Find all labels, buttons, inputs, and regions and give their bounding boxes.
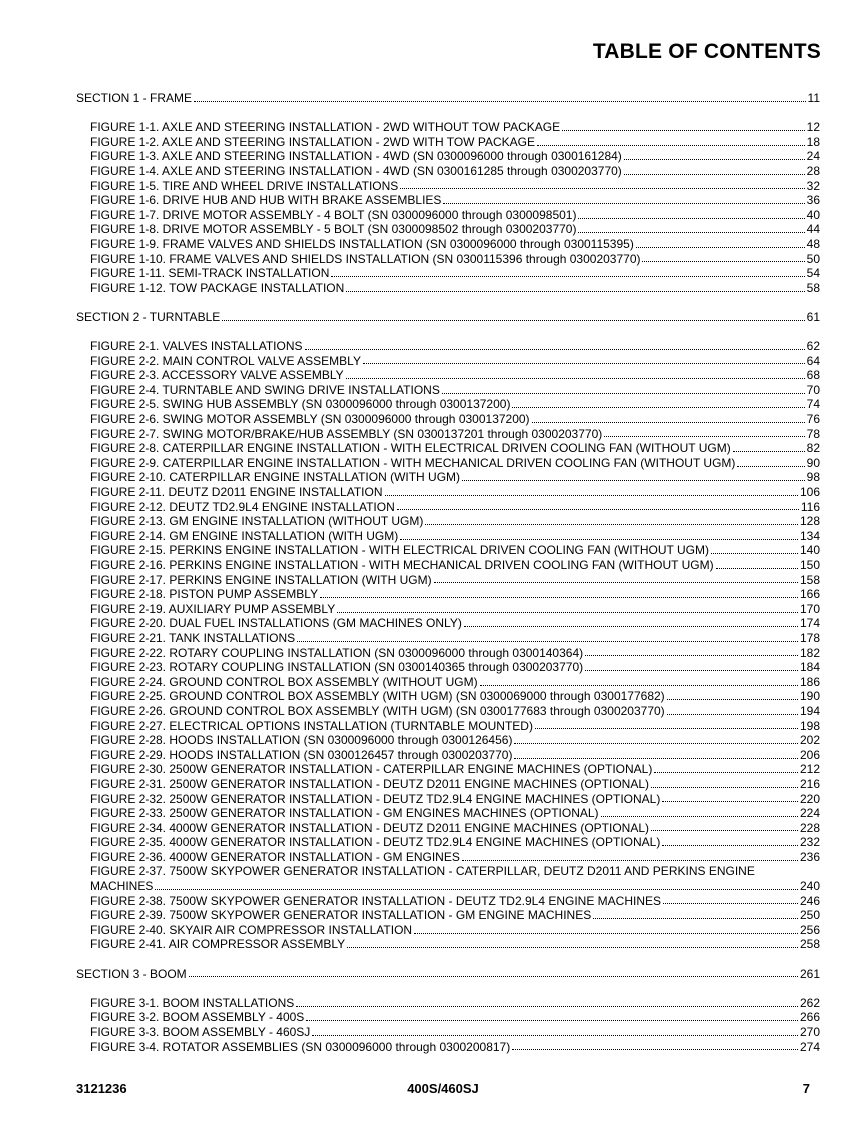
dot-leader <box>737 466 804 467</box>
toc-figure-label: FIGURE 1-10. FRAME VALVES AND SHIELDS INSTALLATION (SN 0300115396 through 0300203770) <box>90 251 641 266</box>
dot-leader <box>562 130 805 131</box>
toc-figure-entry[interactable] <box>0 762 820 777</box>
dot-leader <box>222 320 804 321</box>
toc-page-number: 256 <box>799 922 820 937</box>
toc-figure-entry[interactable] <box>0 412 820 427</box>
toc-figure-entry[interactable] <box>0 266 820 281</box>
dot-leader <box>414 933 798 934</box>
dot-leader <box>462 860 798 861</box>
toc-figure-label: FIGURE 2-32. 2500W GENERATOR INSTALLATION - DEUTZ TD2.9L4 ENGINE MACHINES (OPTIONAL) <box>90 791 661 806</box>
toc-figure-label: FIGURE 2-3. ACCESSORY VALVE ASSEMBLY <box>90 368 344 383</box>
dot-leader <box>532 422 805 423</box>
dot-leader <box>320 597 798 598</box>
page-footer <box>76 1081 810 1097</box>
toc-figure-label: FIGURE 2-9. CATERPILLAR ENGINE INSTALLATION - WITH MECHANICAL DRIVEN COOLING FAN (WITHOUT UGM) <box>90 455 736 470</box>
toc-figure-label: FIGURE 2-2. MAIN CONTROL VALVE ASSEMBLY <box>90 353 361 368</box>
toc-figure-label: FIGURE 2-25. GROUND CONTROL BOX ASSEMBLY (WITH UGM) (SN 0300069000 through 0300177682) <box>90 689 665 704</box>
toc-figure-entry[interactable] <box>0 675 820 690</box>
toc-page-number: 178 <box>799 630 820 645</box>
dot-leader <box>651 830 798 831</box>
dot-leader <box>397 509 799 510</box>
toc-page-number: 240 <box>799 879 820 894</box>
dot-leader <box>296 1006 798 1007</box>
dot-leader <box>385 495 798 496</box>
toc-page-number: 184 <box>799 660 820 675</box>
toc-page-number: 206 <box>799 747 820 762</box>
toc-figure-entry[interactable] <box>0 237 820 252</box>
toc-figure-label: FIGURE 2-27. ELECTRICAL OPTIONS INSTALLATION (TURNTABLE MOUNTED) <box>90 718 533 733</box>
toc-figure-entry[interactable] <box>0 456 820 471</box>
footer-model: 400S/460SJ <box>407 1081 479 1096</box>
toc-page-number: 212 <box>799 762 820 777</box>
toc-figure-label: FIGURE 1-7. DRIVE MOTOR ASSEMBLY - 4 BOLT (SN 0300096000 through 0300098501) <box>90 207 577 222</box>
toc-figure-entry[interactable] <box>0 908 820 923</box>
toc-page-number: 12 <box>806 120 820 135</box>
toc-page-number: 194 <box>799 703 820 718</box>
toc-page-number: 150 <box>799 558 820 572</box>
dot-leader <box>434 582 798 583</box>
toc-figure-entry[interactable] <box>0 397 820 412</box>
footer-page-number: 7 <box>802 1081 810 1096</box>
toc-section-label: SECTION 2 - TURNTABLE <box>76 309 221 324</box>
toc-page-number: 62 <box>806 339 820 354</box>
toc-page-number: 258 <box>799 937 820 952</box>
toc-page-number: 68 <box>806 368 820 383</box>
toc-figure-label: FIGURE 2-30. 2500W GENERATOR INSTALLATION - CATERPILLAR ENGINE MACHINES (OPTIONAL) <box>90 762 653 777</box>
toc-page-number: 198 <box>799 718 820 733</box>
dot-leader <box>305 349 805 350</box>
toc-page-number: 270 <box>799 1025 820 1039</box>
toc-figure-entry[interactable] <box>0 792 820 807</box>
toc-page-number: 40 <box>806 207 820 222</box>
dot-leader <box>733 451 805 452</box>
toc-section-label: SECTION 3 - BOOM <box>76 966 187 981</box>
toc-figure-entry[interactable] <box>0 529 820 544</box>
toc-figure-entry[interactable] <box>0 149 820 164</box>
dot-leader <box>425 524 798 525</box>
toc-figure-entry[interactable] <box>0 689 820 704</box>
toc-figure-entry[interactable] <box>0 543 820 558</box>
toc-page-number: 98 <box>806 470 820 485</box>
toc-figure-label: FIGURE 2-12. DEUTZ TD2.9L4 ENGINE INSTALLATION <box>90 499 395 514</box>
toc-page-number: 90 <box>806 455 820 470</box>
toc-figure-label: FIGURE 2-18. PISTON PUMP ASSEMBLY <box>90 587 319 602</box>
dot-leader <box>346 291 804 292</box>
toc-figure-entry[interactable] <box>0 441 820 456</box>
toc-page-number: 274 <box>799 1039 820 1054</box>
toc-figure-entry[interactable] <box>0 894 820 909</box>
toc-page-number: 140 <box>799 543 820 558</box>
dot-leader <box>347 947 798 948</box>
dot-leader <box>662 845 798 846</box>
dot-leader <box>363 363 805 364</box>
toc-figure-label: FIGURE 1-5. TIRE AND WHEEL DRIVE INSTALLATIONS <box>90 178 399 193</box>
toc-figure-label: FIGURE 2-26. GROUND CONTROL BOX ASSEMBLY (WITH UGM) (SN 0300177683 through 0300203770) <box>90 703 665 718</box>
dot-leader <box>624 159 805 160</box>
toc-page-number: 250 <box>799 908 820 923</box>
toc-figure-label: FIGURE 3-1. BOOM INSTALLATIONS <box>90 995 295 1010</box>
toc-figure-label: FIGURE 1-1. AXLE AND STEERING INSTALLATION - 2WD WITHOUT TOW PACKAGE <box>90 120 561 135</box>
dot-leader <box>480 685 798 686</box>
toc-figure-label: FIGURE 1-12. TOW PACKAGE INSTALLATION <box>90 280 345 295</box>
toc-page-number: 182 <box>799 645 820 660</box>
toc-figure-label: FIGURE 2-19. AUXILIARY PUMP ASSEMBLY <box>90 601 336 616</box>
toc-page-number: 70 <box>806 382 820 397</box>
toc-page-number: 74 <box>806 397 820 412</box>
toc-figure-label: FIGURE 2-31. 2500W GENERATOR INSTALLATION - DEUTZ D2011 ENGINE MACHINES (OPTIONAL) <box>90 776 650 791</box>
toc-figure-entry[interactable] <box>0 470 820 485</box>
toc-section-entry[interactable] <box>0 967 820 982</box>
dot-leader <box>578 218 804 219</box>
toc-figure-entry[interactable] <box>0 179 820 194</box>
toc-figure-entry[interactable] <box>0 252 820 267</box>
toc-page-number: 54 <box>806 266 820 281</box>
toc-figure-entry[interactable] <box>0 485 820 500</box>
toc-page-number: 78 <box>806 426 820 441</box>
dot-leader <box>535 728 798 729</box>
toc-figure-label: FIGURE 3-4. ROTATOR ASSEMBLIES (SN 0300096000 through 0300200817) <box>90 1039 511 1054</box>
toc-figure-entry[interactable] <box>0 1010 820 1025</box>
toc-figure-label: FIGURE 1-3. AXLE AND STEERING INSTALLATION - 4WD (SN 0300096000 through 0300161284) <box>90 149 622 164</box>
dot-leader <box>337 612 798 613</box>
toc-figure-label: FIGURE 3-3. BOOM ASSEMBLY - 460SJ <box>90 1025 311 1039</box>
toc-figure-label: FIGURE 2-8. CATERPILLAR ENGINE INSTALLATION - WITH ELECTRICAL DRIVEN COOLING FAN (WITHOUT UGM) <box>90 441 731 456</box>
toc-page-number: 246 <box>799 893 820 908</box>
toc-figure-label: FIGURE 2-14. GM ENGINE INSTALLATION (WITH UGM) <box>90 528 399 543</box>
toc-figure-entry[interactable] <box>0 821 820 836</box>
dot-leader <box>578 232 804 233</box>
toc-figure-label: FIGURE 1-9. FRAME VALVES AND SHIELDS INSTALLATION (SN 0300096000 through 0300115395) <box>90 236 634 251</box>
toc-page-number: 261 <box>799 966 820 981</box>
toc-page-number: 228 <box>799 820 820 835</box>
dot-leader <box>189 976 798 977</box>
toc-figure-label: FIGURE 2-23. ROTARY COUPLING INSTALLATION (SN 0300140365 through 0300203770) <box>90 660 584 675</box>
dot-leader <box>667 699 798 700</box>
toc-page-number: 224 <box>799 806 820 821</box>
toc-figure-entry[interactable] <box>0 164 820 179</box>
toc-figure-entry[interactable] <box>0 748 820 763</box>
toc-figure-label: FIGURE 2-7. SWING MOTOR/BRAKE/HUB ASSEMBLY (SN 0300137201 through 0300203770) <box>90 426 603 441</box>
dot-leader <box>514 758 798 759</box>
toc-figure-label: FIGURE 3-2. BOOM ASSEMBLY - 400S <box>90 1010 305 1025</box>
toc-figure-label: FIGURE 2-28. HOODS INSTALLATION (SN 0300096000 through 0300126456) <box>90 733 513 748</box>
dot-leader <box>312 1035 798 1036</box>
dot-leader <box>464 626 798 627</box>
dot-leader <box>443 203 804 204</box>
dot-leader <box>663 903 798 904</box>
dot-leader <box>654 772 798 773</box>
toc-page-number: 190 <box>799 689 820 704</box>
dot-leader <box>306 1020 798 1021</box>
dot-leader <box>585 655 798 656</box>
toc-page-number: 232 <box>799 835 820 850</box>
toc-figure-entry[interactable] <box>0 864 820 893</box>
toc-figure-label: FIGURE 2-10. CATERPILLAR ENGINE INSTALLATION (WITH UGM) <box>90 470 461 485</box>
toc-page-number: 158 <box>799 572 820 587</box>
toc-figure-entry[interactable] <box>0 602 820 617</box>
dot-leader <box>601 816 798 817</box>
toc-figure-entry[interactable] <box>0 937 820 952</box>
toc-page-number: 106 <box>799 485 820 500</box>
toc-figure-label: FIGURE 1-6. DRIVE HUB AND HUB WITH BRAKE ASSEMBLIES <box>90 193 442 208</box>
dot-leader <box>512 1049 798 1050</box>
toc-figure-label: FIGURE 2-22. ROTARY COUPLING INSTALLATION (SN 0300096000 through 0300140364) <box>90 645 584 660</box>
toc-page-number: 266 <box>799 1010 820 1025</box>
dot-leader <box>346 378 805 379</box>
toc-figure-label: FIGURE 2-20. DUAL FUEL INSTALLATIONS (GM MACHINES ONLY) <box>90 616 462 631</box>
dot-leader <box>642 261 804 262</box>
dot-leader <box>604 436 804 437</box>
dot-leader <box>624 174 805 175</box>
toc-figure-entry[interactable] <box>0 996 820 1011</box>
toc-figure-label: FIGURE 2-11. DEUTZ D2011 ENGINE INSTALLATION <box>90 485 383 500</box>
toc-page-number: 128 <box>799 514 820 529</box>
toc-page-number: 48 <box>806 236 820 251</box>
toc-page-number: 18 <box>806 134 820 149</box>
toc-page-number: 82 <box>806 441 820 456</box>
dot-leader <box>593 918 798 919</box>
toc-figure-entry[interactable] <box>0 514 820 529</box>
toc-figure-label: FIGURE 2-34. 4000W GENERATOR INSTALLATION - DEUTZ D2011 ENGINE MACHINES (OPTIONAL) <box>90 820 650 835</box>
dot-leader <box>194 101 806 102</box>
toc-page-number: 186 <box>799 674 820 689</box>
toc-figure-entry[interactable] <box>0 427 820 442</box>
toc-page-number: 32 <box>806 178 820 193</box>
dot-leader <box>711 553 798 554</box>
toc-page-number: 166 <box>799 587 820 602</box>
dot-leader <box>662 801 798 802</box>
toc-figure-label: FIGURE 1-11. SEMI-TRACK INSTALLATION <box>90 266 330 281</box>
toc-figure-entry[interactable] <box>0 193 820 208</box>
toc-page-number: 76 <box>806 412 820 427</box>
toc-figure-entry[interactable] <box>0 660 820 675</box>
toc-figure-label: FIGURE 2-41. AIR COMPRESSOR ASSEMBLY <box>90 937 346 952</box>
toc-figure-entry[interactable] <box>0 573 820 588</box>
toc-figure-entry[interactable] <box>0 1025 820 1040</box>
toc-figure-entry[interactable] <box>0 368 820 383</box>
toc-page-number: 28 <box>806 163 820 178</box>
toc-figure-entry[interactable] <box>0 500 820 515</box>
toc-figure-label: FIGURE 1-8. DRIVE MOTOR ASSEMBLY - 5 BOLT (SN 0300098502 through 0300203770) <box>90 222 577 237</box>
toc-figure-label: FIGURE 2-13. GM ENGINE INSTALLATION (WITHOUT UGM) <box>90 514 424 529</box>
toc-figure-label-continued: MACHINES <box>90 879 154 894</box>
toc-figure-label: FIGURE 2-17. PERKINS ENGINE INSTALLATION (WITH UGM) <box>90 572 432 587</box>
toc-page-number: 24 <box>806 149 820 164</box>
toc-figure-entry[interactable] <box>0 835 820 850</box>
toc-figure-entry[interactable] <box>0 704 820 719</box>
toc-figure-label: FIGURE 1-4. AXLE AND STEERING INSTALLATION - 4WD (SN 0300161285 through 0300203770) <box>90 163 622 178</box>
dot-leader <box>155 889 798 890</box>
toc-figure-label: FIGURE 2-36. 4000W GENERATOR INSTALLATION - GM ENGINES <box>90 849 460 864</box>
dot-leader <box>297 641 798 642</box>
dot-leader <box>514 743 798 744</box>
dot-leader <box>636 247 805 248</box>
footer-doc-number: 3121236 <box>76 1081 127 1096</box>
dot-leader <box>537 145 805 146</box>
toc-page-number: 50 <box>806 251 820 266</box>
toc-page-number: 170 <box>799 601 820 616</box>
toc-page-number: 202 <box>799 733 820 748</box>
toc-page-number: 44 <box>806 222 820 237</box>
toc-section-entry[interactable] <box>0 91 820 106</box>
toc-figure-entry[interactable] <box>0 120 820 135</box>
toc-figure-label: FIGURE 2-6. SWING MOTOR ASSEMBLY (SN 0300096000 through 0300137200) <box>90 412 530 427</box>
toc-page-number: 61 <box>806 309 820 324</box>
toc-page-number: 262 <box>799 995 820 1010</box>
toc-section-entry[interactable] <box>0 310 820 325</box>
dot-leader <box>651 787 798 788</box>
toc-figure-entry[interactable] <box>0 923 820 938</box>
toc-figure-entry[interactable] <box>0 587 820 602</box>
toc-figure-label: FIGURE 2-24. GROUND CONTROL BOX ASSEMBLY (WITHOUT UGM) <box>90 674 478 689</box>
toc-figure-label: FIGURE 2-21. TANK INSTALLATIONS <box>90 630 296 645</box>
toc-figure-entry[interactable] <box>0 631 820 646</box>
toc-page-number: 134 <box>799 528 820 543</box>
toc-page-number: 36 <box>806 193 820 208</box>
toc-page-number: 64 <box>806 353 820 368</box>
toc-page-number: 216 <box>799 776 820 791</box>
toc-page-number: 11 <box>807 91 820 105</box>
toc-figure-label: FIGURE 2-37. 7500W SKYPOWER GENERATOR INSTALLATION - CATERPILLAR, DEUTZ D2011 AND PERKINS ENGINE <box>90 864 755 879</box>
toc-figure-entry[interactable] <box>0 339 820 354</box>
toc-page-number: 174 <box>799 616 820 631</box>
toc-figure-entry[interactable] <box>0 354 820 369</box>
toc-figure-label: FIGURE 2-33. 2500W GENERATOR INSTALLATION - GM ENGINES MACHINES (OPTIONAL) <box>90 806 599 821</box>
toc-figure-entry[interactable] <box>0 733 820 748</box>
toc-figure-label: FIGURE 2-5. SWING HUB ASSEMBLY (SN 0300096000 through 0300137200) <box>90 397 511 412</box>
toc-figure-entry[interactable] <box>0 558 820 573</box>
toc-figure-entry[interactable] <box>0 281 820 296</box>
dot-leader <box>400 539 798 540</box>
toc-figure-label: FIGURE 2-40. SKYAIR AIR COMPRESSOR INSTALLATION <box>90 922 413 937</box>
toc-figure-label: FIGURE 2-38. 7500W SKYPOWER GENERATOR INSTALLATION - DEUTZ TD2.9L4 ENGINE MACHINES <box>90 893 662 908</box>
toc-section-label: SECTION 1 - FRAME <box>76 91 193 105</box>
toc-figure-label: FIGURE 2-29. HOODS INSTALLATION (SN 0300126457 through 0300203770) <box>90 747 513 762</box>
toc-figure-label: FIGURE 2-39. 7500W SKYPOWER GENERATOR INSTALLATION - GM ENGINE MACHINES <box>90 908 592 923</box>
dot-leader <box>667 714 798 715</box>
toc-page-number: 116 <box>800 499 820 514</box>
toc-figure-label: FIGURE 2-35. 4000W GENERATOR INSTALLATION - DEUTZ TD2.9L4 ENGINE MACHINES (OPTIONAL) <box>90 835 661 850</box>
dot-leader <box>716 568 798 569</box>
toc-figure-entry[interactable] <box>0 135 820 150</box>
toc-figure-entry[interactable] <box>0 1040 820 1055</box>
toc-page-number: 58 <box>806 280 820 295</box>
toc-figure-label: FIGURE 2-15. PERKINS ENGINE INSTALLATION - WITH ELECTRICAL DRIVEN COOLING FAN (WITHOUT UGM) <box>90 543 709 558</box>
dot-leader <box>585 670 798 671</box>
toc-figure-entry[interactable] <box>0 646 820 661</box>
toc-page-number: 236 <box>799 849 820 864</box>
toc-figure-entry[interactable] <box>0 222 820 237</box>
toc-figure-label: FIGURE 2-4. TURNTABLE AND SWING DRIVE INSTALLATIONS <box>90 382 440 397</box>
toc-figure-entry[interactable] <box>0 719 820 734</box>
toc-figure-entry[interactable] <box>0 806 820 821</box>
table-of-contents <box>0 91 866 1054</box>
toc-figure-entry[interactable] <box>0 383 820 398</box>
toc-figure-entry[interactable] <box>0 850 820 865</box>
toc-figure-entry[interactable] <box>0 777 820 792</box>
toc-page-number: 220 <box>799 791 820 806</box>
dot-leader <box>462 480 805 481</box>
dot-leader <box>400 188 804 189</box>
page-title: TABLE OF CONTENTS <box>592 40 821 63</box>
dot-leader <box>512 407 804 408</box>
toc-figure-label: FIGURE 1-2. AXLE AND STEERING INSTALLATION - 2WD WITH TOW PACKAGE <box>90 134 535 149</box>
toc-figure-entry[interactable] <box>0 208 820 223</box>
dot-leader <box>331 276 804 277</box>
toc-figure-label: FIGURE 2-16. PERKINS ENGINE INSTALLATION - WITH MECHANICAL DRIVEN COOLING FAN (WITHOUT UGM) <box>90 558 714 572</box>
toc-figure-label: FIGURE 2-1. VALVES INSTALLATIONS <box>90 339 303 354</box>
toc-figure-entry[interactable] <box>0 616 820 631</box>
dot-leader <box>442 393 805 394</box>
